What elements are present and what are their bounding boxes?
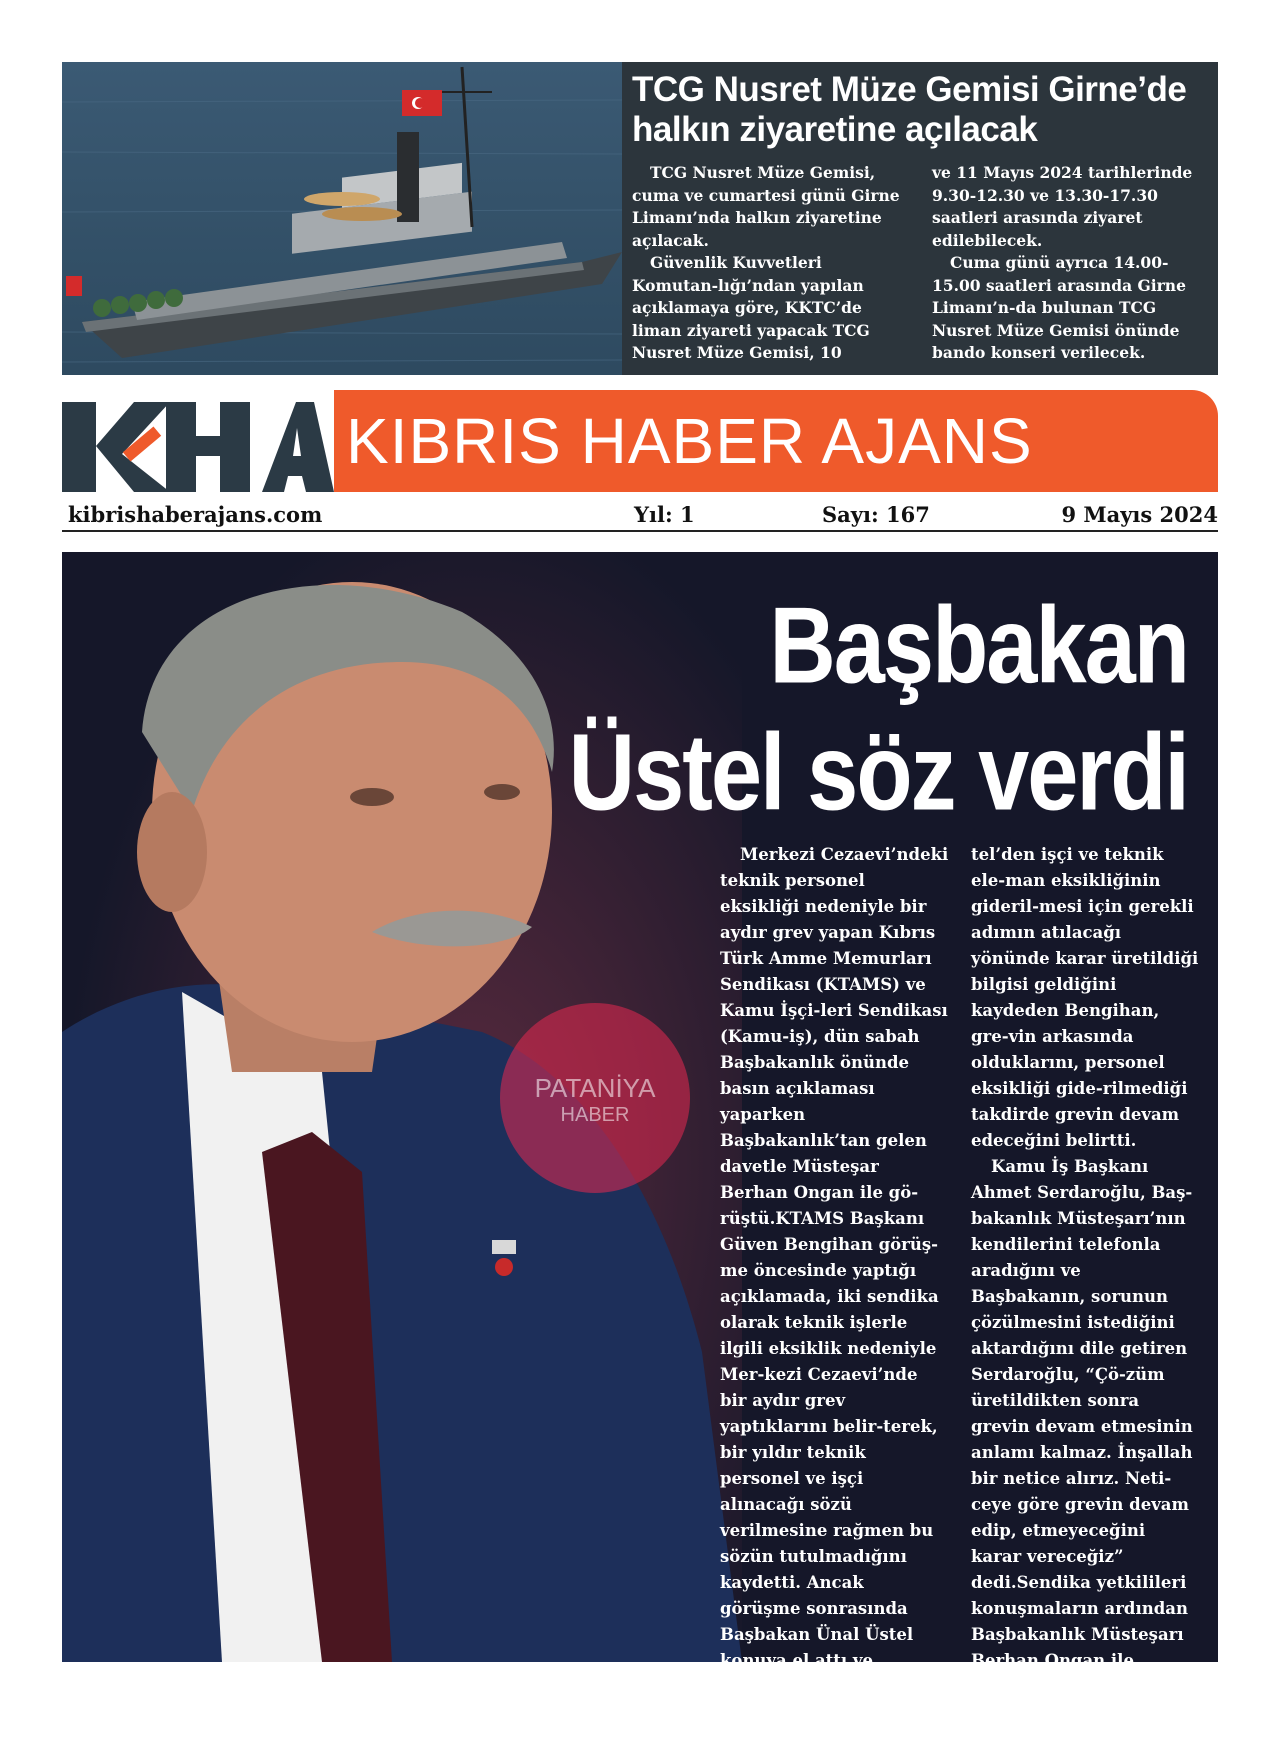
paragraph: Güvenlik Kuvvetleri Komutan-lığı’ndan yapılan açıklamaya göre, KKTC’de liman ziyareti yapacak TCG Nusret Müze Gemisi, 10 bbox=[632, 253, 870, 362]
main-story-column-1 bbox=[720, 842, 949, 1752]
main-story-body bbox=[720, 842, 1200, 1752]
paragraph: tel’den işçi ve teknik ele-man eksikliğinin gideril-mesi için gerekli adımın atılacağı yönünde karar üretildiği bilgisi geldiğini kaydeden Bengihan, gre-vin arkasında olduklarını, personel eksikliği gide-rilmediği takdirde grevin devam edeceğini belirtti. bbox=[971, 845, 1199, 1150]
ship-illustration bbox=[62, 62, 622, 375]
issue-info-bar bbox=[62, 500, 1218, 532]
lapel-pin-icon bbox=[495, 1258, 513, 1276]
paragraph: Merkezi Cezaevi’ndeki teknik personel eksikliği nedeniyle bir aydır grev yapan Kıbrıs Türk Amme Memurları Sendikası (KTAMS) ve Kamu İşçi-leri Sendikası (Kamu-iş), dün sabah Başbakanlık önünde basın açıklaması yaparken Başbakanlık’tan gelen davetle Müsteşar Berhan Ongan ile gö-rüştü.KTAMS Başkanı Güven Bengihan görüş-me öncesinde yaptığı açıklamada, iki sendika olarak teknik işlerle ilgili eksiklik nedeniyle Mer-kezi Cezaevi’nde bir aydır grev yaptıklarını belir-terek, bir yıldır teknik personel ve işçi alınacağı sözü verilmesine rağmen bu sözün tutulmadığını kaydetti. Ancak görüşme sonrasında Başbakan Ünal Üstel konuya el attı ve sendikalar istihdam sözünü aldı. bbox=[720, 845, 949, 1722]
top-story-text bbox=[632, 70, 1210, 370]
top-story-headline: TCG Nusret Müze Gemisi Girne’de halkın ziyaretine açılacak bbox=[632, 70, 1187, 149]
paragraph: Cuma günü ayrıca 14.00-15.00 saatleri arasında Girne Limanı’n-da bulunan TCG Nusret Müze Gemisi önünde bando konseri verilecek. bbox=[932, 253, 1186, 362]
issue-number: Sayı: 167 bbox=[822, 502, 930, 527]
headline-line-1: Başbakan bbox=[769, 585, 1188, 706]
issue-date: 9 Mayıs 2024 bbox=[1061, 502, 1218, 527]
agency-name: KIBRIS HABER AJANS bbox=[334, 390, 1218, 492]
website: kibrishaberajans.com bbox=[68, 502, 323, 527]
paragraph: ve 11 Mayıs 2024 tarihlerinde 9.30-12.30 ve 13.30-17.30 saatleri arasında ziyaret edilebilecek. bbox=[932, 163, 1193, 250]
ship-photo bbox=[62, 62, 622, 375]
paragraph: Başbakan Ünal Üs- bbox=[740, 1729, 916, 1748]
masthead bbox=[62, 388, 1218, 498]
watermark-logo bbox=[500, 1003, 690, 1193]
year: Yıl: 1 bbox=[634, 502, 695, 527]
top-story-banner bbox=[62, 62, 1218, 375]
watermark-text: PATANİYA bbox=[534, 1073, 656, 1103]
top-story-column-1 bbox=[632, 162, 910, 365]
kha-logo bbox=[62, 396, 334, 496]
paragraph: TCG Nusret Müze Gemisi, cuma ve cumartesi günü Girne Limanı’nda halkın ziyaretine açılacak. bbox=[632, 163, 900, 250]
paragraph: Kamu İş Başkanı Ahmet Serdaroğlu, Baş-bakanlık Müsteşarı’nın kendilerini telefonla aradığını ve Başbakanın, sorunun çözülmesini istediğini aktardığını dile getiren Serdaroğlu, “Çö-züm üretildikten sonra grevin devam etmesinin anlamı kalmaz. İnşallah bir netice alırız. Neti-ceye göre grevin devam edip, etmeyeceğini karar vereceğiz” dedi.Sendika yetkilileri konuşmaların ardından Başbakanlık Müsteşarı Berhan Ongan ile görüşmek üzere Baş-bakanlığa girdi. bbox=[971, 1157, 1193, 1722]
headline-line-2: Üstel söz verdi bbox=[568, 712, 1188, 834]
watermark-subtext: HABER bbox=[560, 1104, 630, 1126]
main-story-column-2 bbox=[971, 842, 1200, 1752]
top-story-column-2 bbox=[932, 162, 1210, 365]
main-headline bbox=[488, 582, 1188, 837]
